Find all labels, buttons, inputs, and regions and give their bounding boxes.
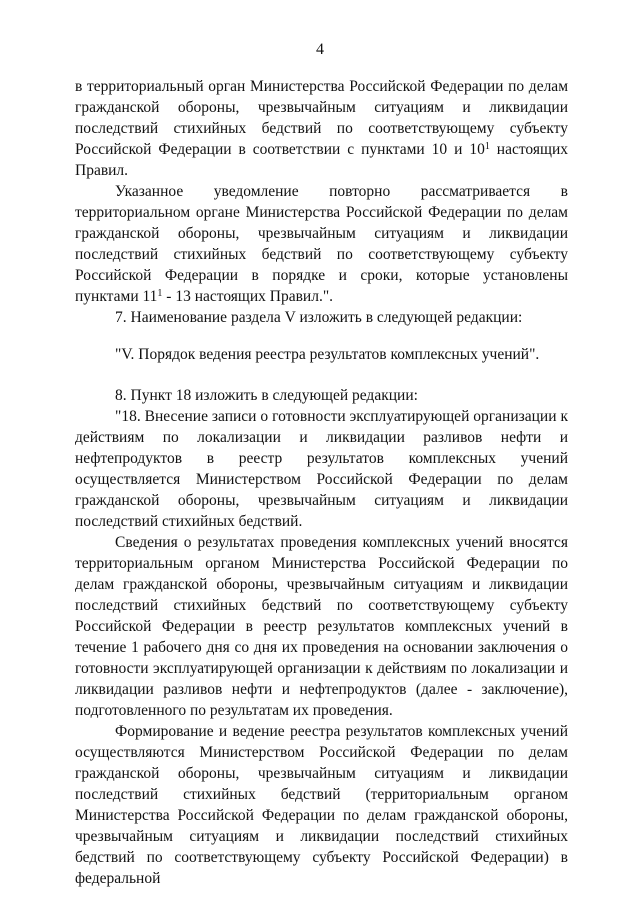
paragraph-text: - 13 настоящих Правил.".: [162, 288, 334, 305]
paragraph-registry-formation: Формирование и ведение реестра результатов комплексных учений осуществляются Министерством Российской Федерации по делам гражданской обороны, чрезвычайным ситуациям и ликвидации последствий стихийных бедствий (территориальным органом Министерства Российской Федерации по делам гражданской обороны, чрезвычайным ситуациям и ликвидации последствий стихийных бедствий по соответствующему субъекту Российской Федерации) в федеральной: [75, 723, 568, 887]
superscript: 1: [484, 141, 490, 152]
section-title-quote: "V. Порядок ведения реестра результатов комплексных учений".: [115, 346, 540, 363]
document-body: [75, 76, 568, 889]
page-number: 4: [316, 41, 324, 58]
paragraph-text: Указанное уведомление повторно рассматривается в территориальном органе Министерства Российской Федерации по делам гражданской обороны, чрезвычайным ситуациям и ликвидации последствий стихийных бедствий по соответствующему субъекту Российской Федерации в порядке и сроки, которые установлены пунктами 11: [75, 183, 568, 305]
paragraph-text: настоящих Правил.: [75, 141, 568, 179]
paragraph-notification: [75, 181, 568, 307]
paragraph-point-18: "18. Внесение записи о готовности эксплуатирующей организации к действиям по локализации и ликвидации разливов нефти и нефтепродуктов в реестр результатов комплексных учений осуществляется Министерством Российской Федерации по делам гражданской обороны, чрезвычайным ситуациям и ликвидации последствий стихийных бедствий.: [75, 408, 568, 530]
paragraph-text: в территориальный орган Министерства Российской Федерации по делам гражданской обороны, чрезвычайным ситуациям и ликвидации последствий стихийных бедствий по соответствующему субъекту Российской Федерации в соответствии с пунктами 10 и 10: [75, 78, 568, 158]
paragraph-item-7: 7. Наименование раздела V изложить в следующей редакции:: [115, 309, 523, 326]
superscript: 1: [157, 288, 163, 299]
paragraph-item-8: 8. Пункт 18 изложить в следующей редакции:: [115, 387, 418, 404]
paragraph-results-info: Сведения о результатах проведения комплексных учений вносятся территориальным органом Министерства Российской Федерации по делам гражданской обороны, чрезвычайным ситуациям и ликвидации последствий стихийных бедствий по соответствующему субъекту Российской Федерации в реестр результатов комплексных учений в течение 1 рабочего дня со дня их проведения на основании заключения о готовности эксплуатирующей организации к действиям по локализации и ликвидации разливов нефти и нефтепродуктов (далее - заключение), подготовленного по результатам их проведения.: [75, 534, 568, 719]
paragraph-continuation: [75, 76, 568, 181]
